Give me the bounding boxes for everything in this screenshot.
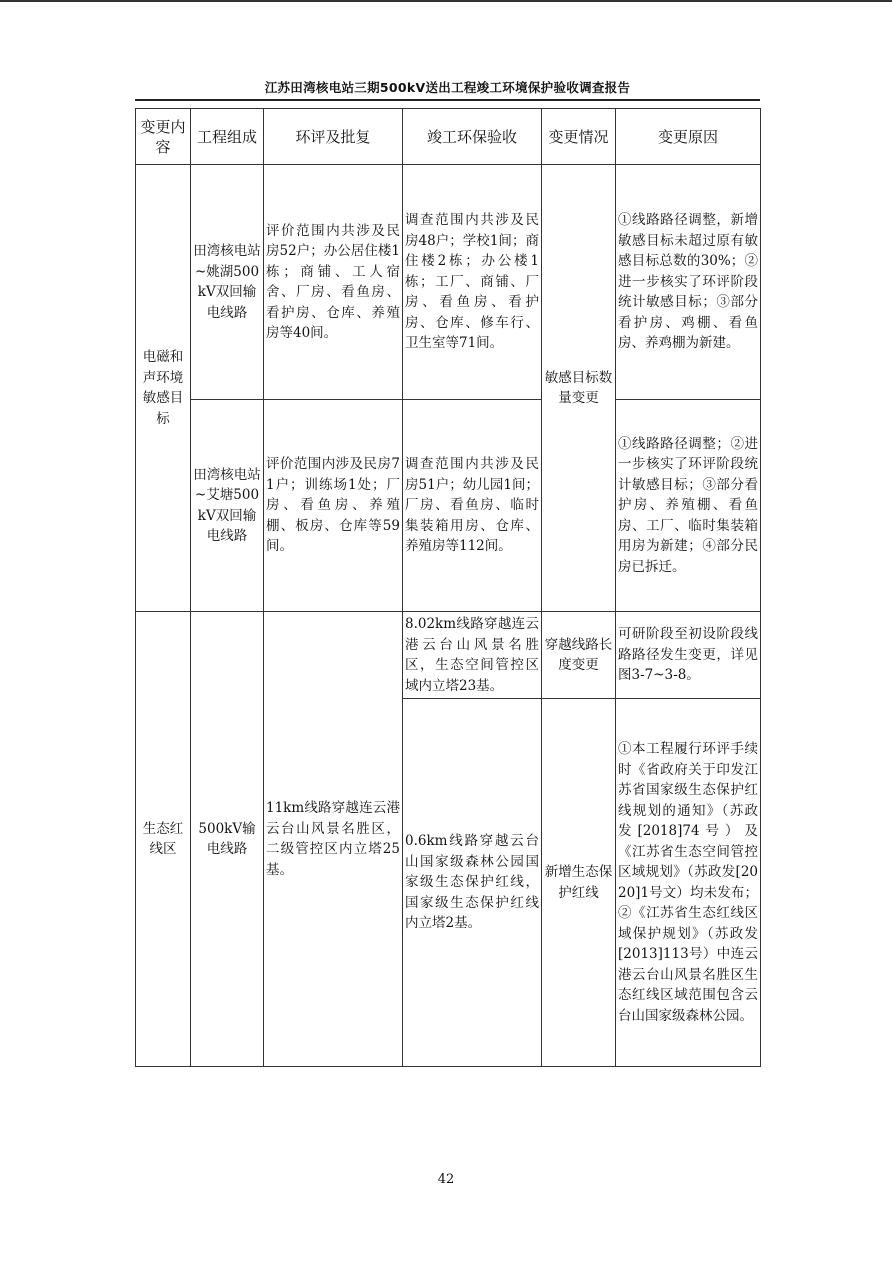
category-cell-em: 电磁和声环境敏感目标 — [136, 165, 191, 612]
acceptance-cell: 调查范围内共涉及民房51户；幼儿园1间；厂房、看鱼房、临时集装箱用房、仓库、养殖房等112间。 — [403, 400, 542, 612]
table-row — [136, 165, 761, 400]
category-cell-eco: 生态红线区 — [136, 612, 191, 1067]
table-row — [136, 612, 761, 699]
reason-cell: ①线路路径调整，新增敏感目标未超过原有敏感目标总数的30%；②进一步核实了环评阶段统计敏感目标；③部分看护房、鸡棚、看鱼房、养鸡棚为新建。 — [616, 165, 761, 400]
header-change-content: 变更内容 — [136, 109, 191, 165]
header-component: 工程组成 — [191, 109, 264, 165]
header-eia: 环评及批复 — [264, 109, 403, 165]
page-number: 42 — [437, 1172, 455, 1187]
header-change-status: 变更情况 — [542, 109, 616, 165]
eia-cell: 评价范围内共涉及民房52户；办公居住楼1栋；商铺、工人宿舍、厂房、看鱼房、看护房、仓库、养殖房等40间。 — [264, 165, 403, 400]
change-cell: 穿越线路长度变更 — [542, 612, 616, 699]
header-rule — [135, 99, 760, 101]
running-header: 江苏田湾核电站三期500kV送出工程竣工环境保护验收调查报告 — [264, 80, 631, 95]
eia-cell-eco: 11km线路穿越连云港云台山风景名胜区，二级管控区内立塔25基。 — [264, 612, 403, 1067]
change-table — [135, 108, 761, 1067]
header-acceptance: 竣工环保验收 — [403, 109, 542, 165]
reason-cell: 可研阶段至初设阶段线路路径发生变更，详见图3-7~3-8。 — [616, 612, 761, 699]
acceptance-cell: 0.6km线路穿越云台山国家级森林公园国家级生态保护红线，国家级生态保护红线内立塔2基。 — [403, 699, 542, 1067]
top-border-line — [0, 0, 892, 2]
eia-cell: 评价范围内涉及民房71户；训练场1处；厂房、看鱼房、养殖棚、板房、仓库等59间。 — [264, 400, 403, 612]
reason-cell: ①线路路径调整；②进一步核实了环评阶段统计敏感目标；③部分看护房、养殖棚、看鱼房、工厂、临时集装箱用房为新建；④部分民房已拆迁。 — [616, 400, 761, 612]
component-cell: 田湾核电站~艾塘500kV双回输电线路 — [191, 400, 264, 612]
reason-cell: ①本工程履行环评手续时《省政府关于印发江苏省国家级生态保护红线规划的通知》（苏政发[2018]74号）及《江苏省生态空间管控区域规划》（苏政发[2020]1号文）均未发布；②《江苏省生态红线区域保护规划》（苏政发[2013]113号）中连云港云台山风景名胜区生态红线区域范围包含云台山国家级森林公园。 — [616, 699, 761, 1067]
component-cell: 田湾核电站~姚湖500kV双回输电线路 — [191, 165, 264, 400]
header-change-reason: 变更原因 — [616, 109, 761, 165]
change-cell-em: 敏感目标数量变更 — [542, 165, 616, 612]
component-cell-eco: 500kV输电线路 — [191, 612, 264, 1067]
table-row — [136, 400, 761, 612]
table-header-row — [136, 109, 761, 165]
acceptance-cell: 8.02km线路穿越连云港云台山风景名胜区，生态空间管控区域内立塔23基。 — [403, 612, 542, 699]
change-cell: 新增生态保护红线 — [542, 699, 616, 1067]
acceptance-cell: 调查范围内共涉及民房48户；学校1间；商住楼2栋；办公楼1栋；工厂、商铺、厂房、看鱼房、看护房、仓库、修车行、卫生室等71间。 — [403, 165, 542, 400]
